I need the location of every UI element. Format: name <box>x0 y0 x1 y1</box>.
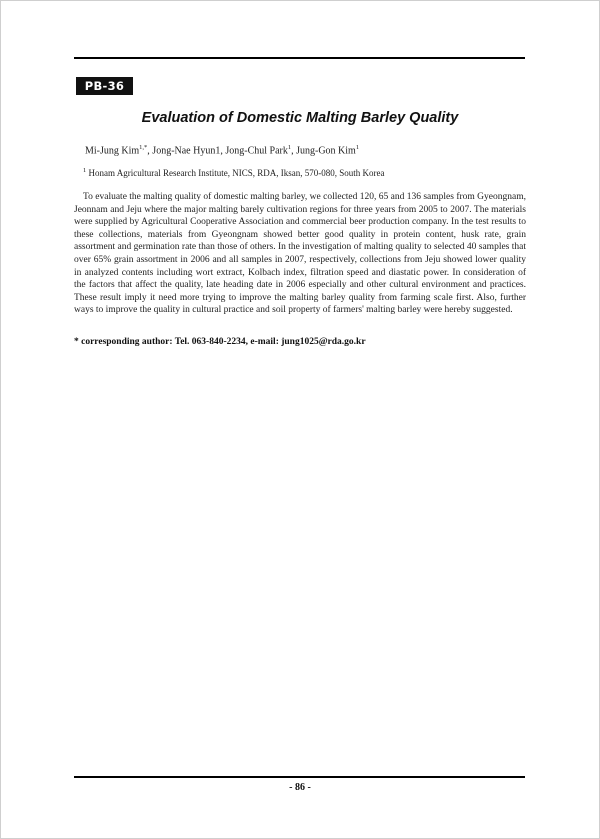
author-name: Jung-Gon Kim <box>296 145 356 157</box>
author-separator: , <box>291 145 297 157</box>
author-separator: , <box>220 145 226 157</box>
affiliation <box>83 167 384 178</box>
author-affiliation-mark: 1,* <box>139 144 148 151</box>
page-number: - 86 - <box>289 782 311 793</box>
bottom-rule <box>74 776 525 778</box>
corresponding-author: * corresponding author: Tel. 063-840-2234, e-mail: jung1025@rda.go.kr <box>74 337 366 347</box>
paper-title: Evaluation of Domestic Malting Barley Quality <box>141 110 459 126</box>
top-rule <box>74 57 525 59</box>
author-name: Mi-Jung Kim <box>85 145 140 157</box>
abstract-body: To evaluate the malting quality of domestic malting barley, we collected 120, 65 and 136 samples from Gyeongnam, Jeonnam and Jeju where the major malting barely cultivation regions for three years from 2005 to 2007. The materials were supplied by Agricultural Cooperative Association and commercial beer production company. In the test results to these collections, materials from Gyeongnam showed better good quality in protein content, husk rate, grain assortment and germination rate than those of others. In the investigation of malting quality to selected 40 samples that over 65% grain assortment in 2006 and all samples in 2007, respectively, collections from Jeju showed lower quality in analyzed contents including wort extract, Kolbach index, filtration speed and diastatic power. In consideration of the factors that affect the quality, late heading date in 2006 especially and other cultural environment and practices. These result imply it need more trying to improve the malting barley quality from farming scale first. Also, further ways to improve the quality in cultural practice and soil property of farmers' malting barley were hereby suggested. <box>74 192 526 316</box>
author-affiliation-mark: 1 <box>355 144 360 151</box>
author-name: Jong-Nae Hyun1 <box>152 145 221 157</box>
author-name: Jong-Chul Park <box>225 145 288 157</box>
affiliation-mark: 1 <box>83 167 87 174</box>
author-separator: , <box>147 145 153 157</box>
author-list <box>85 144 359 156</box>
author-affiliation-mark: 1 <box>287 144 292 151</box>
poster-code-badge: PB-36 <box>76 77 133 95</box>
affiliation-text: Honam Agricultural Research Institute, NICS, RDA, Iksan, 570-080, South Korea <box>86 168 385 178</box>
